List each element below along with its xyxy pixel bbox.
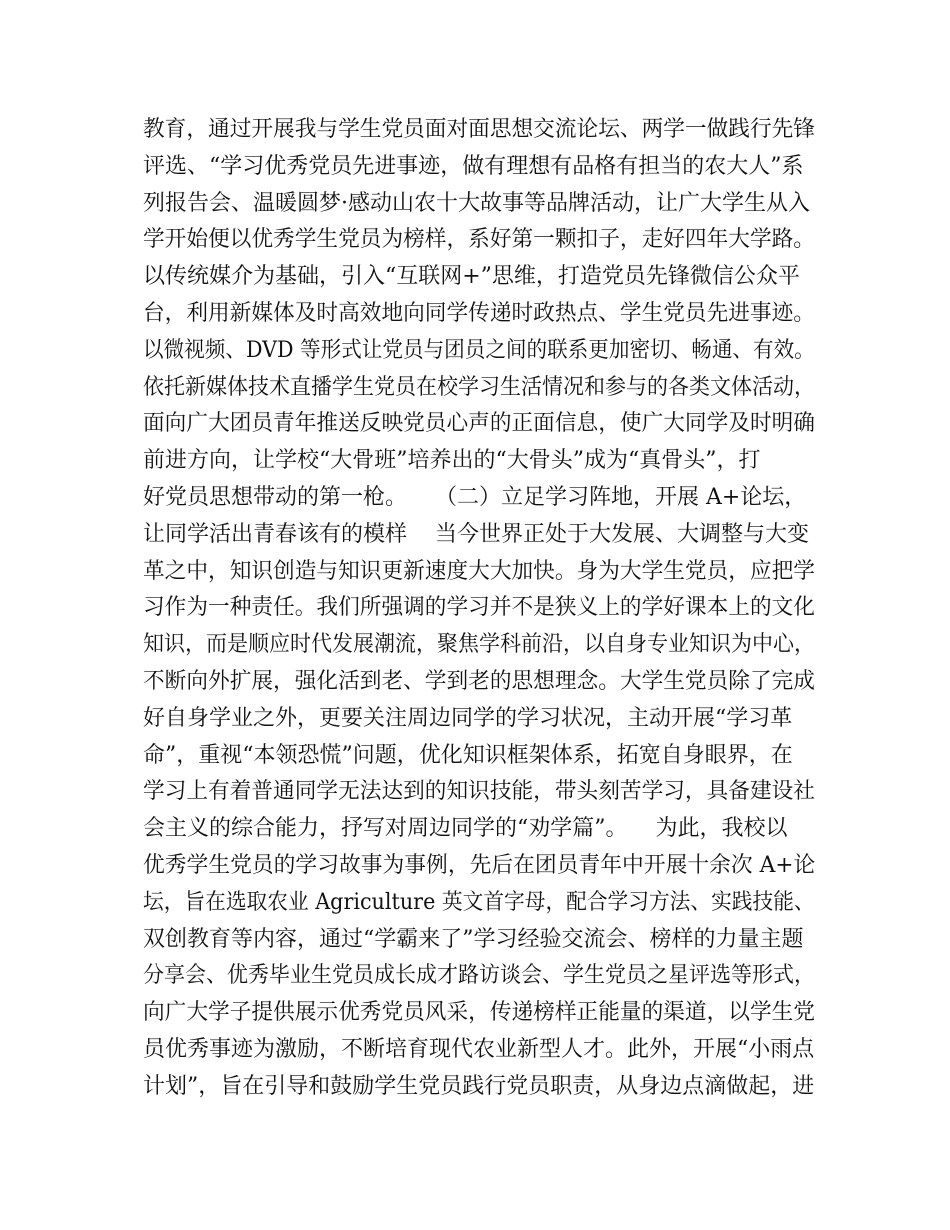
text-line: 教育，通过开展我与学生党员面对面思想交流论坛、两学一做践行先锋 <box>143 117 815 142</box>
text-line: 员优秀事迹为激励，不断培育现代农业新型人才。此外，开展“小雨点 <box>143 1036 815 1062</box>
text-line: 依托新媒体技术直播学生党员在校学习生活情况和参与的各类文体活动， <box>143 374 815 400</box>
text-line: 计划”，旨在引导和鼓励学生党员践行党员职责，从身边点滴做起，进 <box>143 1073 815 1099</box>
text-line: 以微视频、DVD 等形式让党员与团员之间的联系更加密切、畅通、有效。 <box>143 337 815 363</box>
text-line: 前进方向，让学校“大骨班”培养出的“大骨头”成为“真骨头”，打 <box>143 448 761 474</box>
text-line: 以传统媒介为基础，引入“互联网+”思维，打造党员先锋微信公众平 <box>143 264 800 290</box>
text-line: 好党员思想带动的第一枪。 （二）立足学习阵地，开展 A+论坛， <box>143 484 807 510</box>
text-line: 分享会、优秀毕业生党员成长成才路访谈会、学生党员之星评选等形式， <box>143 963 815 989</box>
text-line: 让同学活出青春该有的模样 当今世界正处于大发展、大调整与大变 <box>143 521 809 547</box>
text-line: 台，利用新媒体及时高效地向同学传递时政热点、学生党员先进事迹。 <box>143 300 815 326</box>
text-line: 向广大学子提供展示优秀党员风采，传递榜样正能量的渠道，以学生党 <box>143 1000 815 1026</box>
text-line: 列报告会、温暖圆梦·感动山农十大故事等品牌活动，让广大学生从入 <box>143 190 810 216</box>
text-line: 知识，而是顺应时代发展潮流，聚焦学科前沿，以自身专业知识为中心， <box>143 632 815 658</box>
text-line: 习作为一种责任。我们所强调的学习并不是狭义上的学好课本上的文化 <box>143 595 815 621</box>
text-line: 面向广大团员青年推送反映党员心声的正面信息，使广大同学及时明确 <box>143 411 815 437</box>
text-line: 学开始便以优秀学生党员为榜样，系好第一颗扣子，走好四年大学路。 <box>143 227 815 253</box>
text-line: 坛，旨在选取农业 Agriculture 英文首字母，配合学习方法、实践技能、 <box>143 889 815 915</box>
text-line: 好自身学业之外，更要关注周边同学的学习状况，主动开展“学习革 <box>143 705 793 731</box>
text-line: 不断向外扩展，强化活到老、学到老的思想理念。大学生党员除了完成 <box>143 668 815 694</box>
text-line: 评选、“学习优秀党员先进事迹，做有理想有品格有担当的农大人”系 <box>143 153 804 179</box>
text-line: 双创教育等内容，通过“学霸来了”学习经验交流会、榜样的力量主题 <box>143 926 804 952</box>
text-line: 学习上有着普通同学无法达到的知识技能，带头刻苦学习，具备建设社 <box>143 779 815 805</box>
text-line: 会主义的综合能力，抒写对周边同学的“劝学篇”。 为此，我校以 <box>143 816 788 842</box>
text-line: 命”，重视“本领恐慌”问题，优化知识框架体系，拓宽自身眼界，在 <box>143 742 793 768</box>
text-line: 优秀学生党员的学习故事为事例，先后在团员青年中开展十余次 A+论 <box>143 852 816 878</box>
body-text <box>143 112 815 1106</box>
text-line: 革之中，知识创造与知识更新速度大大加快。身为大学生党员，应把学 <box>143 558 815 584</box>
